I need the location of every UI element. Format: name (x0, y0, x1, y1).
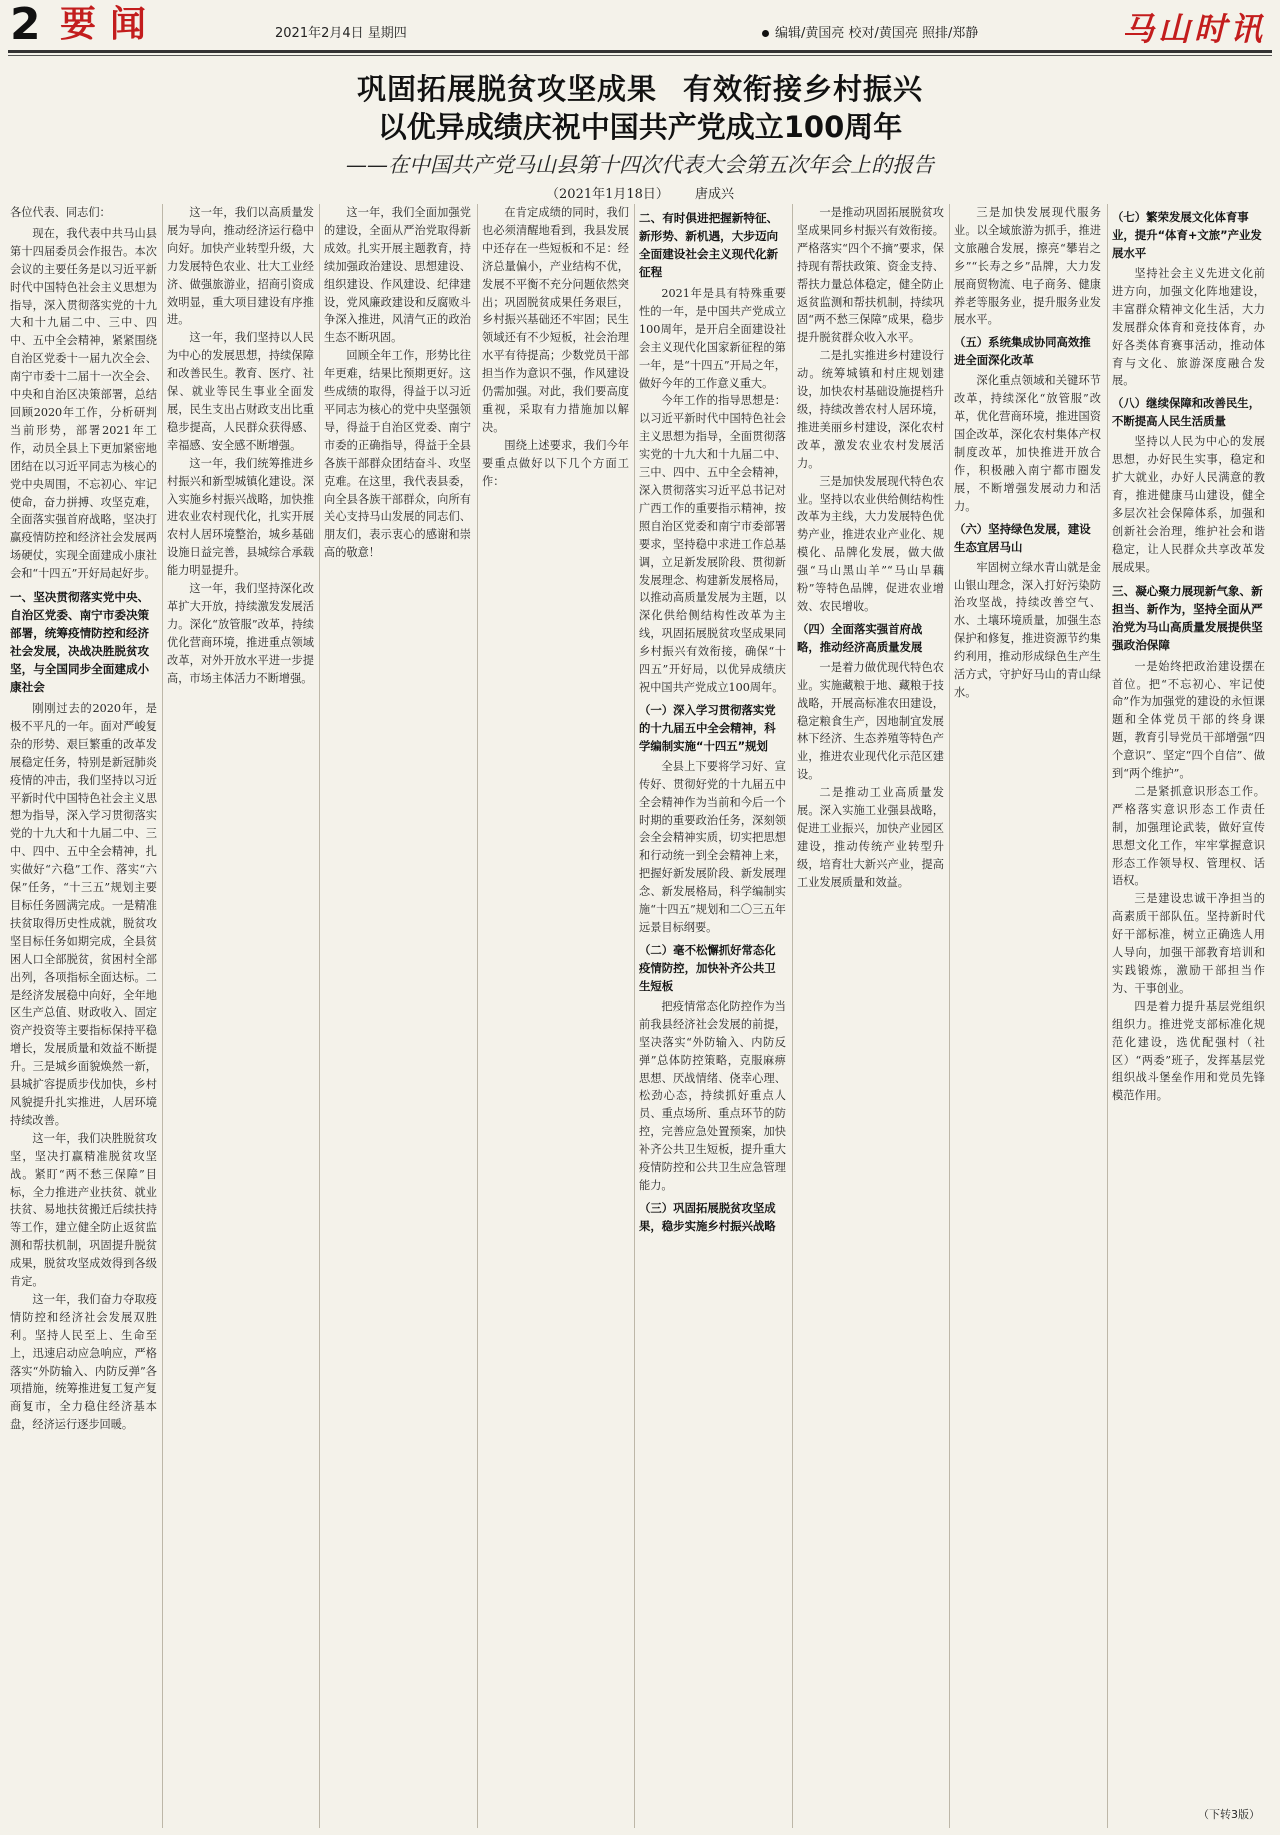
report-date: （2021年1月18日） (546, 187, 669, 202)
column-6 (797, 204, 944, 1828)
paragraph: 刚刚过去的2020年，是极不平凡的一年。面对严峻复杂的形势、艰巨繁重的改革发展稳定任务，特别是新冠肺炎疫情的冲击，我们坚持以习近平新时代中国特色社会主义思想为指导，深入学习贯彻落实党的十九大和十九届二中、三中、四中、五中全会精神，扎实做好“六稳”工作、落实“六保”任务，“十三五”规划主要目标任务圆满完成。一是精准扶贫取得历史性成就，脱贫攻坚目标任务如期完成，全县贫困人口全部脱贫，贫困村全部出列，各项指标全面达标。二是经济发展稳中向好，全年地区生产总值、财政收入、固定资产投资等主要指标保持平稳增长，发展质量和效益不断提升。三是城乡面貌焕然一新，县城扩容提质步伐加快，乡村风貌提升扎实推进，人居环境持续改善。 (10, 702, 157, 1127)
column-divider (949, 204, 950, 1828)
column-2 (167, 204, 314, 1828)
bullet-icon (762, 30, 769, 37)
paragraph: 全县上下要将学习好、宣传好、贯彻好党的十九届五中全会精神作为当前和今后一个时期的重要政治任务，深刻领会全会精神实质，切实把思想和行动统一到全会精神上来，把握好新发展阶段、新发展理念、新发展格局，科学编制实施“十四五”规划和二〇三五年远景目标纲要。 (639, 759, 786, 934)
paragraph: 二是推动工业高质量发展。深入实施工业强县战略，促进工业振兴，加快产业园区建设，推动传统产业转型升级，培育壮大新兴产业，提高工业发展质量和效益。 (797, 786, 944, 889)
column-4 (482, 204, 629, 1828)
headline-line-1b: 有效衔接乡村振兴 (683, 72, 924, 106)
paragraph: 这一年，我们全面加强党的建设，全面从严治党取得新成效。扎实开展主题教育，持续加强政治建设、思想建设、组织建设、作风建设、纪律建设，党风廉政建设和反腐败斗争深入推进，风清气正的政治生态不断巩固。 (324, 206, 471, 345)
subheadline: ——在中国共产党马山县第十四次代表大会第五次年会上的报告 (346, 153, 934, 177)
paragraph: 回顾全年工作，形势比往年更难，结果比预期更好。这些成绩的取得，得益于以习近平同志为核心的党中央坚强领导，得益于自治区党委、南宁市委的正确指导，得益于全县各族干部群众团结奋斗、攻坚克难。在这里，我代表县委，向全县各族干部群众，向所有关心支持马山发展的同志们、朋友们，表示衷心的感谢和崇高的敬意！ (324, 349, 471, 560)
subsection-heading: （二）毫不松懈抓好常态化疫情防控，加快补齐公共卫生短板 (639, 942, 776, 993)
article-body (10, 204, 1270, 1828)
column-divider (162, 204, 163, 1828)
section-2-heading: 二、有时俱进把握新特征、新形势、新机遇，大步迈向全面建设社会主义现代化新征程 (639, 211, 779, 279)
column-3 (324, 204, 471, 1828)
paragraph: 围绕上述要求，我们今年要重点做好以下几个方面工作： (482, 438, 629, 488)
masthead (0, 0, 1280, 58)
continued-notice: （下转3版） (1198, 1808, 1260, 1821)
paragraph: 把疫情常态化防控作为当前我县经济社会发展的前提，坚决落实“外防输入、内防反弹”总体防控策略，克服麻痹思想、厌战情绪、侥幸心理、松劲心态，持续抓好重点人员、重点场所、重点环节的防控，完善应急处置预案，加快补齐公共卫生短板，提升重大疫情防控和公共卫生应急管理能力。 (639, 999, 786, 1192)
paragraph: 这一年，我们坚持深化改革扩大开放，持续激发发展活力。深化“放管服”改革，持续优化营商环境，推进重点领域改革，对外开放水平进一步提高，市场主体活力不断增强。 (167, 582, 314, 685)
paragraph: 三是加快发展现代服务业。以全域旅游为抓手，推进文旅融合发展，擦亮“攀岩之乡”“长寿之乡”品牌，大力发展商贸物流、电子商务、健康养老等服务业，提升服务业发展水平。 (954, 206, 1101, 327)
paragraph: 这一年，我们奋力夺取疫情防控和经济社会发展双胜利。坚持人民至上、生命至上，迅速启动应急响应，严格落实“外防输入、内防反弹”各项措施，统筹推进复工复产复商复市，全力稳住经济基本盘，经济运行逐步回暖。 (10, 1292, 157, 1432)
subsection-heading: （三）巩固拓展脱贫攻坚成果，稳步实施乡村振兴战略 (639, 1200, 776, 1233)
paragraph: 三是建设忠诚干净担当的高素质干部队伍。坚持新时代好干部标准，树立正确选人用人导向，加强干部教育培训和实践锻炼，激励干部担当作为、干事创业。 (1112, 892, 1265, 995)
paragraph: 牢固树立绿水青山就是金山银山理念，深入打好污染防治攻坚战，持续改善空气、水、土壤环境质量，加强生态保护和修复，推进资源节约集约利用，推动形成绿色生产生活方式，守护好马山的青山绿水。 (954, 560, 1101, 699)
column-1 (10, 204, 157, 1828)
paragraph: 四是着力提升基层党组织组织力。推进党支部标准化规范化建设，选优配强村（社区）“两委”班子，发挥基层党组织战斗堡垒作用和党员先锋模范作用。 (1112, 999, 1265, 1103)
column-divider (792, 204, 793, 1828)
subsection-heading: （一）深入学习贯彻落实党的十九届五中全会精神，科学编制实施“十四五”规划 (639, 702, 776, 753)
editor-credits-text: 编辑/黄国亮 校对/黄国亮 照排/郑静 (775, 26, 979, 41)
column-divider (1107, 204, 1108, 1828)
paragraph: 2021年是具有特殊重要性的一年，是中国共产党成立100周年，是开启全面建设社会主义现代化国家新征程的第一年，是“十四五”开局之年，做好今年的工作意义重大。 (639, 287, 786, 390)
header-rule (8, 50, 1272, 53)
paragraph: 一是推动巩固拓展脱贫攻坚成果同乡村振兴有效衔接。严格落实“四个不摘”要求，保持现有帮扶政策、资金支持、帮扶力量总体稳定，健全防止返贫监测和帮扶机制，持续巩固“两不愁三保障”成果，稳步提升脱贫群众收入水平。 (797, 206, 944, 345)
paragraph: 二是紧抓意识形态工作。严格落实意识形态工作责任制，加强理论武装，做好宣传思想文化工作，牢牢掌握意识形态工作领导权、管理权、话语权。 (1112, 784, 1265, 888)
headline-line-2: 以优异成绩庆祝中国共产党成立100周年 (377, 110, 903, 144)
section-3-heading: 三、凝心聚力展现新气象、新担当、新作为，坚持全面从严治党为马山高质量发展提供坚强政治保障 (1112, 583, 1263, 652)
paragraph: 坚持以人民为中心的发展思想，办好民生实事，稳定和扩大就业，办好人民满意的教育，推进健康马山建设，健全多层次社会保障体系，加强和创新社会治理，维护社会和谐稳定，让人民群众共享改革发展成果。 (1112, 435, 1265, 574)
column-divider (319, 204, 320, 1828)
newspaper-logo: 马山时讯 (1121, 10, 1266, 48)
author-name: 唐成兴 (694, 187, 734, 202)
column-7 (954, 204, 1101, 1828)
subsection-heading: （六）坚持绿色发展，建设生态宜居马山 (954, 521, 1091, 554)
header-rule-thin (8, 55, 1272, 56)
headline-line-1 (0, 70, 1280, 108)
headline-line-1a: 巩固拓展脱贫攻坚成果 (356, 72, 657, 106)
section-1-heading: 一、坚决贯彻落实党中央、自治区党委、南宁市委决策部署，统筹疫情防控和经济社会发展，决战决胜脱贫攻坚，与全国同步全面建成小康社会 (10, 590, 150, 695)
subsection-heading: （七）繁荣发展文化体育事业，提升“体育+文旅”产业发展水平 (1112, 210, 1262, 260)
paragraph: 三是加快发展现代特色农业。坚持以农业供给侧结构性改革为主线，大力发展特色优势产业，推进农业产业化、规模化、品牌化发展，做大做强“马山黑山羊”“马山旱藕粉”等特色品牌，促进农业增效、农民增收。 (797, 474, 944, 613)
paragraph: 一是着力做优现代特色农业。实施藏粮于地、藏粮于技战略，开展高标准农田建设，稳定粮食生产，因地制宜发展林下经济、生态养殖等特色产业，推进农业现代化示范区建设。 (797, 660, 944, 782)
subsection-heading: （八）继续保障和改善民生，不断提高人民生活质量 (1112, 396, 1261, 429)
headline-block (0, 70, 1280, 204)
column-divider (477, 204, 478, 1828)
byline (0, 186, 1280, 204)
section-name: 要闻 (60, 4, 161, 45)
paragraph: 这一年，我们以高质量发展为导向，推动经济运行稳中向好。加快产业转型升级，大力发展特色农业、壮大工业经济、做强旅游业，招商引资成效明显，重大项目建设有序推进。 (167, 206, 314, 327)
column-8 (1112, 204, 1265, 1828)
greeting: 各位代表、同志们： (10, 206, 111, 219)
column-divider (634, 204, 635, 1828)
editor-credits (762, 22, 978, 41)
paragraph: 坚持社会主义先进文化前进方向，加强文化阵地建设，丰富群众精神文化生活，大力发展群众体育和竞技体育，办好各类体育赛事活动，推动体育与文化、旅游深度融合发展。 (1112, 267, 1265, 388)
paragraph: 这一年，我们统筹推进乡村振兴和新型城镇化建设。深入实施乡村振兴战略，加快推进农业农村现代化，扎实开展农村人居环境整治，城乡基础设施日益完善，县城综合承载能力明显提升。 (167, 456, 314, 578)
column-5 (639, 204, 786, 1828)
subsection-heading: （四）全面落实强首府战略，推动经济高质量发展 (797, 621, 923, 654)
issue-date: 2021年2月4日 星期四 (275, 26, 407, 41)
paragraph: 今年工作的指导思想是：以习近平新时代中国特色社会主义思想为指导，全面贯彻落实党的十九大和十九届二中、三中、四中、五中全会精神，深入贯彻落实习近平总书记对广西工作的重要指示精神，按照自治区党委和南宁市委部署要求，坚持稳中求进工作总基调，立足新发展阶段、贯彻新发展理念、构建新发展格局，以推动高质量发展为主题，以深化供给侧结构性改革为主线，巩固拓展脱贫攻坚成果同乡村振兴有效衔接，确保“十四五”开好局，以优异成绩庆祝中国共产党成立100周年。 (639, 394, 786, 694)
paragraph: 深化重点领域和关键环节改革，持续深化“放管服”改革，优化营商环境，推进国资国企改革，深化农村集体产权制度改革，加快推进开放合作，积极融入南宁都市圈发展，不断增强发展动力和活力。 (954, 374, 1101, 513)
paragraph: 这一年，我们坚持以人民为中心的发展思想，持续保障和改善民生。教育、医疗、社保、就业等民生事业全面发展，民生支出占财政支出比重稳步提高，人民群众获得感、幸福感、安全感不断增强。 (167, 331, 314, 452)
paragraph: 一是始终把政治建设摆在首位。把“不忘初心、牢记使命”作为加强党的建设的永恒课题和全体党员干部的终身课题，教育引导党员干部增强“四个意识”、坚定“四个自信”、做到“两个维护”。 (1112, 659, 1265, 781)
subsection-heading: （五）系统集成协同高效推进全面深化改革 (954, 335, 1091, 368)
page-number: 2 (10, 0, 41, 50)
paragraph: 在肯定成绩的同时，我们也必须清醒地看到，我县发展中还存在一些短板和不足：经济总量偏小，产业结构不优，发展不平衡不充分问题依然突出；巩固脱贫成果任务艰巨，乡村振兴基础还不牢固；民生领域还有不少短板，社会治理水平有待提高；少数党员干部担当作为意识不强，作风建设仍需加强。对此，我们要高度重视，采取有力措施加以解决。 (482, 206, 629, 434)
intro-paragraph: 现在，我代表中共马山县第十四届委员会作报告。本次会议的主要任务是以习近平新时代中国特色社会主义思想为指导，深入贯彻落实党的十九大和十九届二中、三中、四中、五中全会精神，紧紧围绕自治区党委十一届九次全会、南宁市委十二届十一次全会、中央和自治区决策部署，总结回顾2020年工作，分析研判当前形势，部署2021年工作，动员全县上下更加紧密地团结在以习近平同志为核心的党中央周围，不忘初心、牢记使命，奋力拼搏、攻坚克难，全面落实强首府战略，坚决打赢疫情防控和经济社会发展两场硬仗，实现全面建成小康社会和“十四五”开好局起好步。 (10, 226, 157, 581)
paragraph: 二是扎实推进乡村建设行动。统筹城镇和村庄规划建设，加快农村基础设施提档升级，持续改善农村人居环境，推进美丽乡村建设，深化农村改革，激发农业农村发展活力。 (797, 349, 944, 470)
paragraph: 这一年，我们决胜脱贫攻坚，坚决打赢精准脱贫攻坚战。紧盯“两不愁三保障”目标，全力推进产业扶贫、就业扶贫、易地扶贫搬迁后续扶持等工作，建立健全防止返贫监测和帮扶机制，巩固提升脱贫成果，脱贫攻坚成效得到各级肯定。 (10, 1131, 157, 1289)
